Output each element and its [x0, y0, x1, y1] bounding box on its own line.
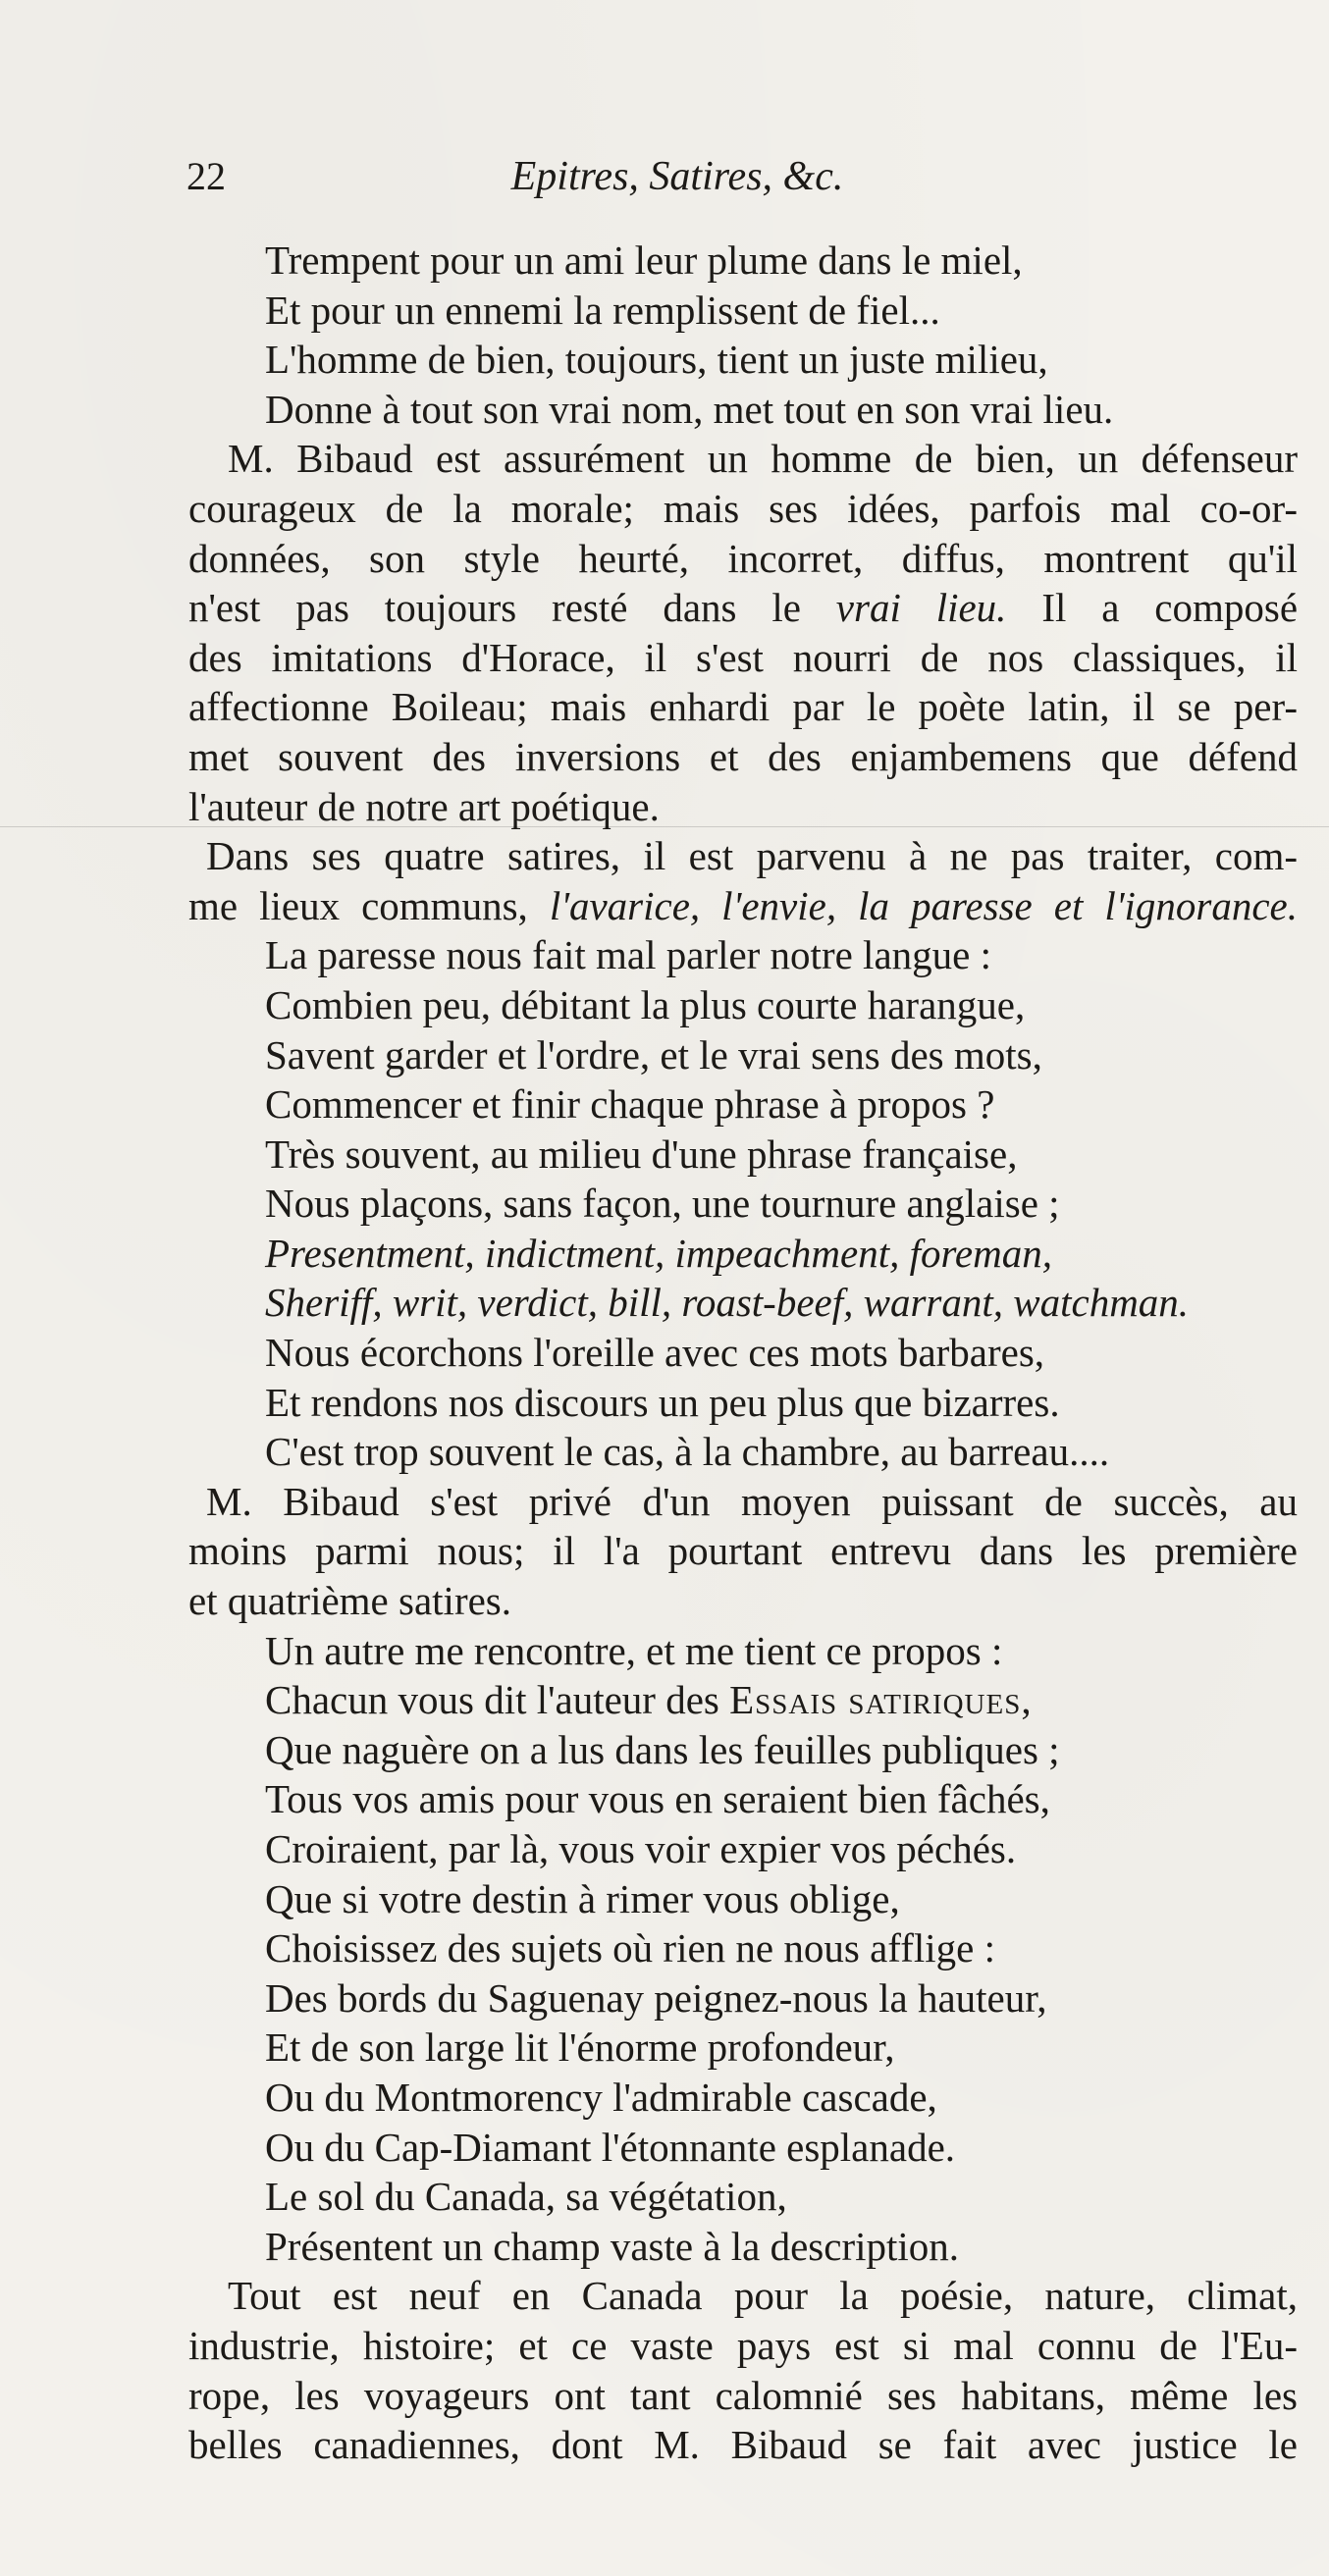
verse-line-italic: Sheriff, writ, verdict, bill, roast-beef, warrant, watchman. [265, 1280, 1190, 1326]
page-number: 22 [186, 154, 226, 198]
italic-phrase: vrai lieu. [835, 585, 1007, 631]
verse-line: Ou du Cap-Diamant l'étonnante esplanade. [265, 2124, 956, 2170]
prose-line: courageux de la morale; mais ses idées, parfois mal co-or- [188, 485, 1298, 531]
body-text [188, 236, 1298, 2470]
verse-line: Nous plaçons, sans façon, une tournure anglaise ; [265, 1181, 1060, 1227]
verse-line: Tous vos amis pour vous en seraient bien fâchés, [265, 1776, 1050, 1822]
verse-line: Un autre me rencontre, et me tient ce propos : [265, 1627, 1003, 1673]
prose-line: moins parmi nous; il l'a pourtant entrevu dans les première [188, 1528, 1298, 1574]
verse-line-italic: Presentment, indictment, impeachment, foreman, [265, 1230, 1052, 1276]
prose-segment: Il a composé [1041, 585, 1299, 631]
verse-line: Des bords du Saguenay peignez-nous la hauteur, [265, 1974, 1047, 2021]
smallcaps-title: Essais satiriques, [729, 1677, 1033, 1723]
prose-line: industrie, histoire; et ce vaste pays est si mal connu de l'Eu- [188, 2322, 1298, 2368]
verse-line: Choisissez des sujets où rien ne nous afflige : [265, 1925, 995, 1971]
prose-line: et quatrième satires. [188, 1578, 512, 1624]
running-head: Epitres, Satires, &c. [510, 154, 844, 199]
verse-line: Croiraient, par là, vous voir expier vos péchés. [265, 1826, 1017, 1871]
verse-line: Présentent un champ vaste à la description. [265, 2223, 960, 2269]
verse-line: Le sol du Canada, sa végétation, [265, 2174, 787, 2220]
verse-line: La paresse nous fait mal parler notre langue : [265, 932, 991, 978]
prose-line: l'auteur de notre art poétique. [188, 783, 660, 829]
prose-line [188, 881, 1298, 931]
prose-line: met souvent des inversions et des enjambemens que défend [188, 733, 1298, 779]
verse-segment: Chacun vous dit l'auteur des [265, 1677, 719, 1723]
prose-segment: me lieux communs, [188, 882, 528, 928]
prose-segment: n'est pas toujours resté dans le [188, 585, 801, 631]
prose-line: M. Bibaud est assurément un homme de bien, un défenseur [228, 436, 1298, 482]
verse-line: C'est trop souvent le cas, à la chambre, au barreau.... [265, 1429, 1110, 1475]
verse-line: L'homme de bien, toujours, tient un juste milieu, [265, 337, 1048, 383]
verse-line: Savent garder et l'ordre, et le vrai sens des mots, [265, 1031, 1042, 1078]
verse-line: Nous écorchons l'oreille avec ces mots barbares, [265, 1330, 1045, 1376]
prose-line [188, 583, 1298, 633]
verse-line: Que naguère on a lus dans les feuilles publiques ; [265, 1726, 1060, 1772]
italic-phrase: l'avarice, l'envie, la paresse et l'ignorance. [549, 882, 1298, 928]
prose-line: Dans ses quatre satires, il est parvenu à ne pas traiter, com- [206, 833, 1298, 879]
verse-line [188, 1675, 1298, 1725]
verse-line: Et pour un ennemi la remplissent de fiel... [265, 287, 940, 333]
prose-line: M. Bibaud s'est privé d'un moyen puissant de succès, au [206, 1478, 1298, 1524]
prose-line: Tout est neuf en Canada pour la poésie, nature, climat, [228, 2273, 1298, 2319]
prose-line: affectionne Boileau; mais enhardi par le poète latin, il se per- [188, 684, 1298, 730]
verse-line: Trempent pour un ami leur plume dans le miel, [265, 237, 1023, 283]
verse-line: Ou du Montmorency l'admirable cascade, [265, 2074, 937, 2120]
prose-line: des imitations d'Horace, il s'est nourri de nos classiques, il [188, 634, 1298, 680]
prose-line: données, son style heurté, incorret, diffus, montrent qu'il [188, 535, 1298, 581]
verse-line: Et rendons nos discours un peu plus que bizarres. [265, 1379, 1060, 1425]
verse-line: Très souvent, au milieu d'une phrase française, [265, 1130, 1018, 1177]
verse-line: Combien peu, débitant la plus courte harangue, [265, 981, 1026, 1027]
prose-line: belles canadiennes, dont M. Bibaud se fait avec justice le [188, 2422, 1298, 2468]
verse-line: Commencer et finir chaque phrase à propos ? [265, 1081, 995, 1128]
page-header [186, 147, 1168, 206]
verse-line: Et de son large lit l'énorme profondeur, [265, 2024, 895, 2071]
prose-line: rope, les voyageurs ont tant calomnié ses habitans, même les [188, 2372, 1298, 2418]
verse-line: Que si votre destin à rimer vous oblige, [265, 1875, 900, 1921]
verse-line: Donne à tout son vrai nom, met tout en son vrai lieu. [265, 386, 1114, 432]
scan-artifact-line [0, 826, 1329, 827]
